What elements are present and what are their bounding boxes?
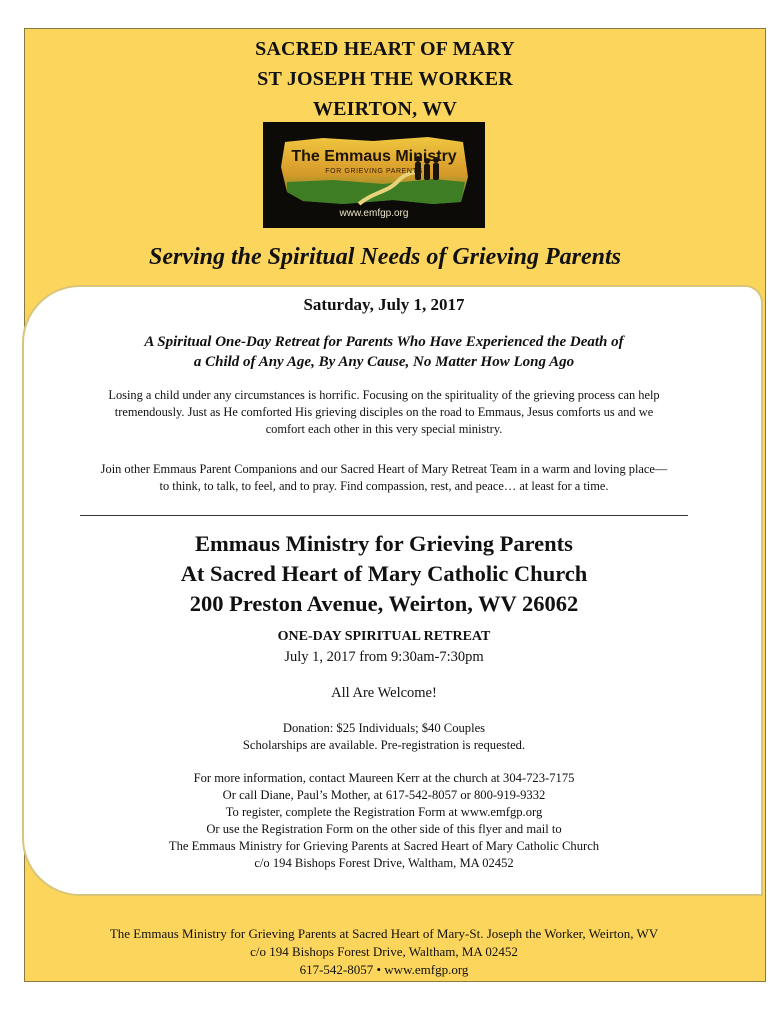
venue-church: At Sacred Heart of Mary Catholic Church: [180, 561, 588, 586]
contact-line6: c/o 194 Bishops Forest Drive, Waltham, MA 02452: [254, 856, 514, 870]
contact-line1: For more information, contact Maureen Kerr at the church at 304-723-7175: [193, 771, 575, 785]
contact-line2: Or call Diane, Paul’s Mother, at 617-542-8057 or 800-919-9332: [222, 788, 546, 802]
footer-address: c/o 194 Bishops Forest Drive, Waltham, MA 02452: [250, 944, 518, 959]
section-divider: [80, 515, 688, 516]
venue-address: 200 Preston Avenue, Weirton, WV 26062: [189, 591, 579, 616]
contact-line4: Or use the Registration Form on the other side of this flyer and mail to: [206, 822, 562, 836]
contact-line5: The Emmaus Ministry for Grieving Parents at Sacred Heart of Mary Catholic Church: [168, 839, 600, 853]
venue-name: Emmaus Ministry for Grieving Parents: [195, 531, 573, 556]
intro-paragraph-line2: tremendously. Just as He comforted His grieving disciples on the road to Emmaus, Jesus comforts us and we: [114, 405, 654, 419]
welcome-text: All Are Welcome!: [331, 685, 437, 701]
church-location: WEIRTON, WV: [312, 98, 458, 120]
logo-url: www.emfgp.org: [339, 208, 409, 219]
intro-paragraph-line1: Losing a child under any circumstances is horrific. Focusing on the spirituality of the grieving process can help: [108, 388, 660, 402]
event-date: Saturday, July 1, 2017: [303, 295, 465, 314]
footer-contact: 617-542-8057 • www.emfgp.org: [299, 962, 469, 977]
retreat-subtitle-line1: A Spiritual One-Day Retreat for Parents Who Have Experienced the Death of: [144, 334, 624, 350]
retreat-title: ONE-DAY SPIRITUAL RETREAT: [277, 629, 491, 644]
emmaus-ministry-logo: [263, 122, 485, 228]
invitation-paragraph-line2: to think, to talk, to feel, and to pray. Find compassion, rest, and peace… at least for a time.: [159, 479, 609, 493]
intro-paragraph-line3: comfort each other in this very special ministry.: [265, 422, 503, 436]
donation-text: Donation: $25 Individuals; $40 Couples: [282, 721, 486, 735]
tagline: Serving the Spiritual Needs of Grieving Parents: [148, 244, 622, 270]
church-name-line2: ST JOSEPH THE WORKER: [257, 68, 513, 90]
church-name-line1: SACRED HEART OF MARY: [255, 38, 515, 60]
retreat-subtitle-line2: a Child of Any Age, By Any Cause, No Matter How Long Ago: [193, 354, 575, 370]
footer-line1: The Emmaus Ministry for Grieving Parents at Sacred Heart of Mary-St. Joseph the Worker, Weirton, WV: [109, 926, 659, 941]
logo-title: The Emmaus Ministry: [291, 148, 457, 165]
scholarship-text: Scholarships are available. Pre-registration is requested.: [242, 738, 526, 752]
logo-subtitle: FOR GRIEVING PARENTS: [325, 168, 423, 175]
contact-line3: To register, complete the Registration Form at www.emfgp.org: [225, 805, 543, 819]
retreat-time: July 1, 2017 from 9:30am-7:30pm: [284, 649, 484, 665]
invitation-paragraph-line1: Join other Emmaus Parent Companions and our Sacred Heart of Mary Retreat Team in a warm and loving place—: [100, 462, 668, 476]
